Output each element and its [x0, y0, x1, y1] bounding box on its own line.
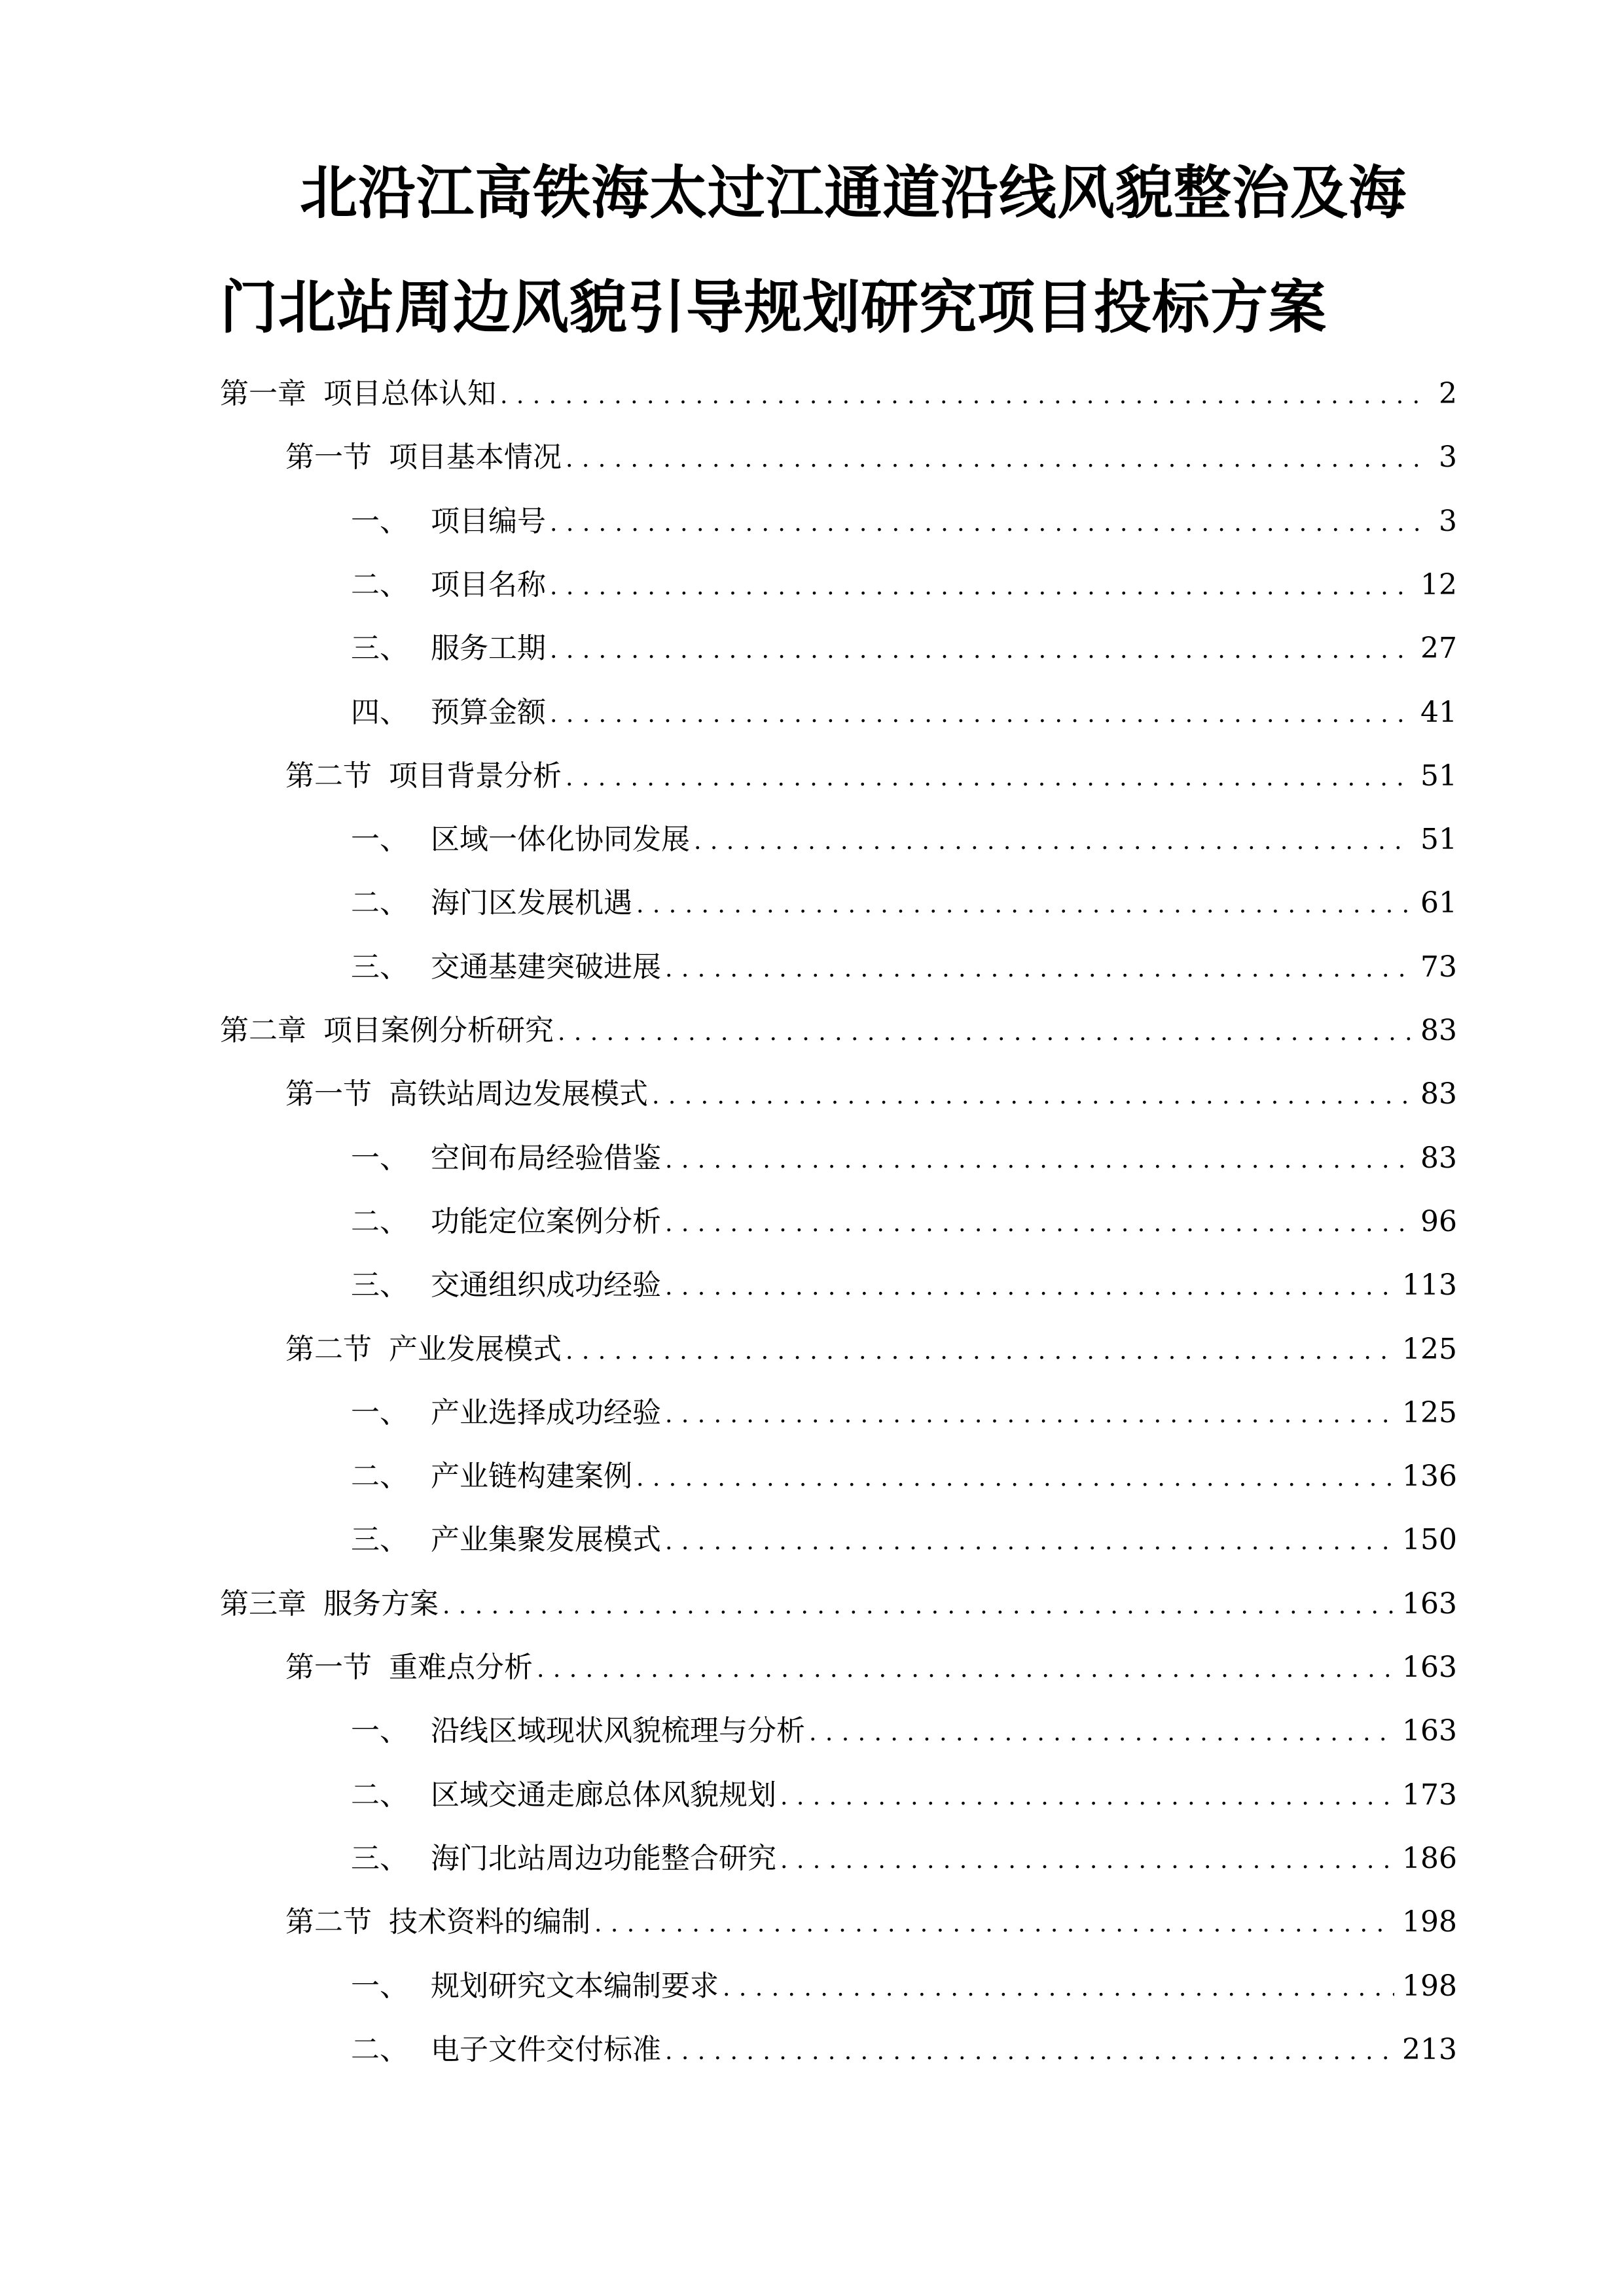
toc-entry-number: 一、 [351, 1141, 408, 1175]
toc-entry-title: 海门北站周边功能整合研究 [431, 1842, 776, 1875]
toc-entry-page-number: 198 [1402, 1969, 1457, 2003]
toc-dot-leader [809, 1713, 1394, 1753]
toc-entry[interactable] [220, 693, 1457, 732]
toc-entry-page-number: 3 [1439, 440, 1457, 474]
toc-entry-number: 第一节 [285, 440, 372, 474]
toc-entry-label [220, 374, 496, 414]
toc-dot-leader [566, 759, 1413, 798]
toc-entry[interactable] [220, 565, 1457, 605]
toc-entry-title: 项目背景分析 [389, 759, 562, 793]
toc-entry[interactable] [220, 502, 1457, 541]
toc-entry-page-number: 163 [1402, 1714, 1457, 1748]
toc-dot-leader [550, 631, 1413, 670]
toc-entry-page-number: 61 [1420, 886, 1457, 920]
toc-entry-label [351, 502, 546, 541]
toc-dot-leader [500, 376, 1423, 416]
toc-entry-page-number: 125 [1402, 1333, 1457, 1366]
toc-entry-label [351, 1839, 776, 1878]
toc-entry-title: 区域一体化协同发展 [431, 823, 690, 856]
toc-entry-number: 第二节 [285, 1333, 372, 1366]
toc-dot-leader [665, 1395, 1394, 1435]
toc-dot-leader [665, 950, 1413, 989]
toc-entry-page-number: 51 [1420, 759, 1457, 793]
toc-entry-title: 项目总体认知 [323, 377, 496, 410]
toc-entry-page-number: 96 [1420, 1205, 1457, 1238]
toc-entry[interactable] [220, 1011, 1457, 1050]
toc-entry-number: 四、 [351, 696, 408, 729]
toc-entry[interactable] [220, 1075, 1457, 1114]
toc-entry-label [351, 1776, 776, 1815]
toc-dot-leader [652, 1077, 1413, 1116]
toc-entry-label [351, 1393, 661, 1433]
toc-entry-page-number: 213 [1402, 2033, 1457, 2066]
toc-dot-leader [594, 1905, 1394, 1944]
toc-entry-label [285, 1330, 562, 1369]
toc-entry-title: 服务方案 [323, 1587, 439, 1621]
toc-entry[interactable] [220, 374, 1457, 414]
toc-entry-page-number: 163 [1402, 1587, 1457, 1621]
toc-entry-number: 第二节 [285, 1905, 372, 1939]
toc-entry-title: 重难点分析 [389, 1651, 533, 1684]
document-title-line-1: 北沿江高铁海太过江通道沿线风貌整治及海 [300, 159, 1407, 226]
toc-entry-label [351, 1139, 661, 1178]
toc-entry-page-number: 27 [1420, 632, 1457, 665]
toc-entry-label [351, 1520, 661, 1560]
toc-entry-number: 二、 [351, 1460, 408, 1493]
document-title-line-2: 门北站周边风貌引导规划研究项目投标方案 [220, 274, 1327, 341]
toc-entry-label [351, 1457, 632, 1496]
toc-entry-page-number: 163 [1402, 1651, 1457, 1684]
toc-entry-title: 项目基本情况 [389, 440, 562, 474]
toc-entry-label [351, 1266, 661, 1305]
toc-entry-page-number: 83 [1420, 1141, 1457, 1175]
toc-entry-label [351, 1712, 805, 1751]
toc-entry-title: 项目案例分析研究 [323, 1014, 554, 1047]
toc-entry-page-number: 2 [1439, 377, 1457, 410]
toc-entry-label [351, 820, 690, 859]
toc-entry-number: 第一节 [285, 1651, 372, 1684]
toc-entry-title: 项目名称 [431, 568, 546, 601]
toc-entry[interactable] [220, 1330, 1457, 1369]
toc-entry-page-number: 150 [1402, 1523, 1457, 1556]
toc-entry-title: 电子文件交付标准 [431, 2033, 661, 2066]
toc-entry-label [351, 884, 632, 923]
toc-entry[interactable] [220, 757, 1457, 796]
toc-entry-title: 产业链构建案例 [431, 1460, 632, 1493]
toc-entry-title: 沿线区域现状风貌梳理与分析 [431, 1714, 805, 1748]
toc-entry-page-number: 51 [1420, 823, 1457, 856]
toc-entry-label [351, 1967, 719, 2006]
toc-entry-number: 第一节 [285, 1077, 372, 1111]
toc-entry-title: 技术资料的编制 [389, 1905, 590, 1939]
toc-entry-number: 二、 [351, 886, 408, 920]
toc-entry-title: 交通组织成功经验 [431, 1268, 661, 1302]
toc-entry-label [220, 1585, 439, 1624]
toc-dot-leader [442, 1587, 1394, 1626]
toc-entry-page-number: 83 [1420, 1014, 1457, 1047]
toc-entry[interactable] [220, 1903, 1457, 1942]
toc-entry-page-number: 136 [1402, 1460, 1457, 1493]
toc-entry-title: 产业发展模式 [389, 1333, 562, 1366]
toc-dot-leader [558, 1013, 1413, 1052]
toc-entry-title: 功能定位案例分析 [431, 1205, 661, 1238]
toc-entry-page-number: 173 [1402, 1778, 1457, 1812]
toc-entry-number: 三、 [351, 632, 408, 665]
toc-entry-label [285, 1075, 648, 1114]
toc-entry-label [351, 1202, 661, 1242]
toc-entry-label [220, 1011, 554, 1050]
toc-entry-number: 三、 [351, 950, 408, 984]
toc-entry-label [351, 948, 661, 987]
toc-entry[interactable] [220, 1457, 1457, 1496]
toc-entry-title: 产业集聚发展模式 [431, 1523, 661, 1556]
toc-entry[interactable] [220, 1839, 1457, 1878]
toc-dot-leader [665, 1268, 1394, 1307]
toc-entry-number: 一、 [351, 1969, 408, 2003]
toc-entry-page-number: 83 [1420, 1077, 1457, 1111]
toc-entry-label [285, 1903, 590, 1942]
toc-entry[interactable] [220, 1139, 1457, 1178]
toc-dot-leader [665, 2032, 1394, 2072]
toc-entry-title: 服务工期 [431, 632, 546, 665]
toc-entry[interactable] [220, 1967, 1457, 2006]
toc-entry-number: 第三章 [220, 1587, 306, 1621]
toc-dot-leader [550, 504, 1423, 543]
toc-entry-page-number: 12 [1420, 568, 1457, 601]
toc-entry-page-number: 125 [1402, 1396, 1457, 1429]
toc-dot-leader [537, 1650, 1394, 1689]
toc-entry-number: 一、 [351, 1396, 408, 1429]
toc-entry[interactable] [220, 438, 1457, 477]
toc-entry-page-number: 3 [1439, 505, 1457, 538]
toc-entry[interactable] [220, 1202, 1457, 1242]
toc-entry-number: 三、 [351, 1523, 408, 1556]
toc-dot-leader [636, 1459, 1394, 1498]
toc-entry[interactable] [220, 1776, 1457, 1815]
toc-dot-leader [550, 567, 1413, 607]
toc-dot-leader [665, 1204, 1413, 1244]
toc-entry-number: 一、 [351, 505, 408, 538]
toc-entry-title: 空间布局经验借鉴 [431, 1141, 661, 1175]
toc-entry-title: 海门区发展机遇 [431, 886, 632, 920]
toc-entry-page-number: 186 [1402, 1842, 1457, 1875]
toc-entry[interactable] [220, 1585, 1457, 1624]
toc-dot-leader [694, 822, 1413, 861]
toc-dot-leader [780, 1841, 1394, 1880]
toc-entry-label [351, 565, 546, 605]
toc-entry[interactable] [220, 1648, 1457, 1687]
toc-dot-leader [723, 1969, 1394, 2008]
toc-entry[interactable] [220, 1393, 1457, 1433]
toc-entry-page-number: 41 [1420, 696, 1457, 729]
toc-dot-leader [550, 695, 1413, 734]
toc-dot-leader [665, 1141, 1413, 1180]
toc-entry-title: 规划研究文本编制要求 [431, 1969, 719, 2003]
toc-entry-label [285, 757, 562, 796]
toc-dot-leader [566, 1332, 1394, 1371]
toc-entry-title: 交通基建突破进展 [431, 950, 661, 984]
toc-dot-leader [780, 1778, 1394, 1817]
toc-entry-number: 二、 [351, 1778, 408, 1812]
toc-entry[interactable] [220, 884, 1457, 923]
toc-entry-label [351, 693, 546, 732]
toc-entry-page-number: 198 [1402, 1905, 1457, 1939]
toc-entry-label [285, 438, 562, 477]
toc-entry-number: 第一章 [220, 377, 306, 410]
toc-entry[interactable] [220, 2030, 1457, 2070]
toc-entry[interactable] [220, 820, 1457, 859]
toc-entry-page-number: 113 [1402, 1268, 1457, 1302]
toc-entry-label [351, 629, 546, 668]
toc-entry-title: 高铁站周边发展模式 [389, 1077, 648, 1111]
toc-entry[interactable] [220, 948, 1457, 987]
toc-entry[interactable] [220, 1520, 1457, 1560]
toc-entry-label [351, 2030, 661, 2070]
toc-entry[interactable] [220, 629, 1457, 668]
toc-entry-number: 三、 [351, 1842, 408, 1875]
toc-entry-title: 预算金额 [431, 696, 546, 729]
toc-dot-leader [665, 1522, 1394, 1562]
toc-entry-title: 区域交通走廊总体风貌规划 [431, 1778, 776, 1812]
toc-entry-number: 一、 [351, 823, 408, 856]
toc-entry-number: 三、 [351, 1268, 408, 1302]
toc-entry-title: 项目编号 [431, 505, 546, 538]
toc-entry[interactable] [220, 1712, 1457, 1751]
toc-entry-title: 产业选择成功经验 [431, 1396, 661, 1429]
toc-entry-number: 二、 [351, 2033, 408, 2066]
toc-dot-leader [636, 886, 1413, 925]
toc-entry-page-number: 73 [1420, 950, 1457, 984]
toc-entry[interactable] [220, 1266, 1457, 1305]
toc-entry-number: 二、 [351, 568, 408, 601]
toc-entry-number: 二、 [351, 1205, 408, 1238]
toc-entry-number: 一、 [351, 1714, 408, 1748]
toc-entry-number: 第二章 [220, 1014, 306, 1047]
toc-entry-number: 第二节 [285, 759, 372, 793]
toc-dot-leader [566, 440, 1423, 479]
toc-entry-label [285, 1648, 533, 1687]
